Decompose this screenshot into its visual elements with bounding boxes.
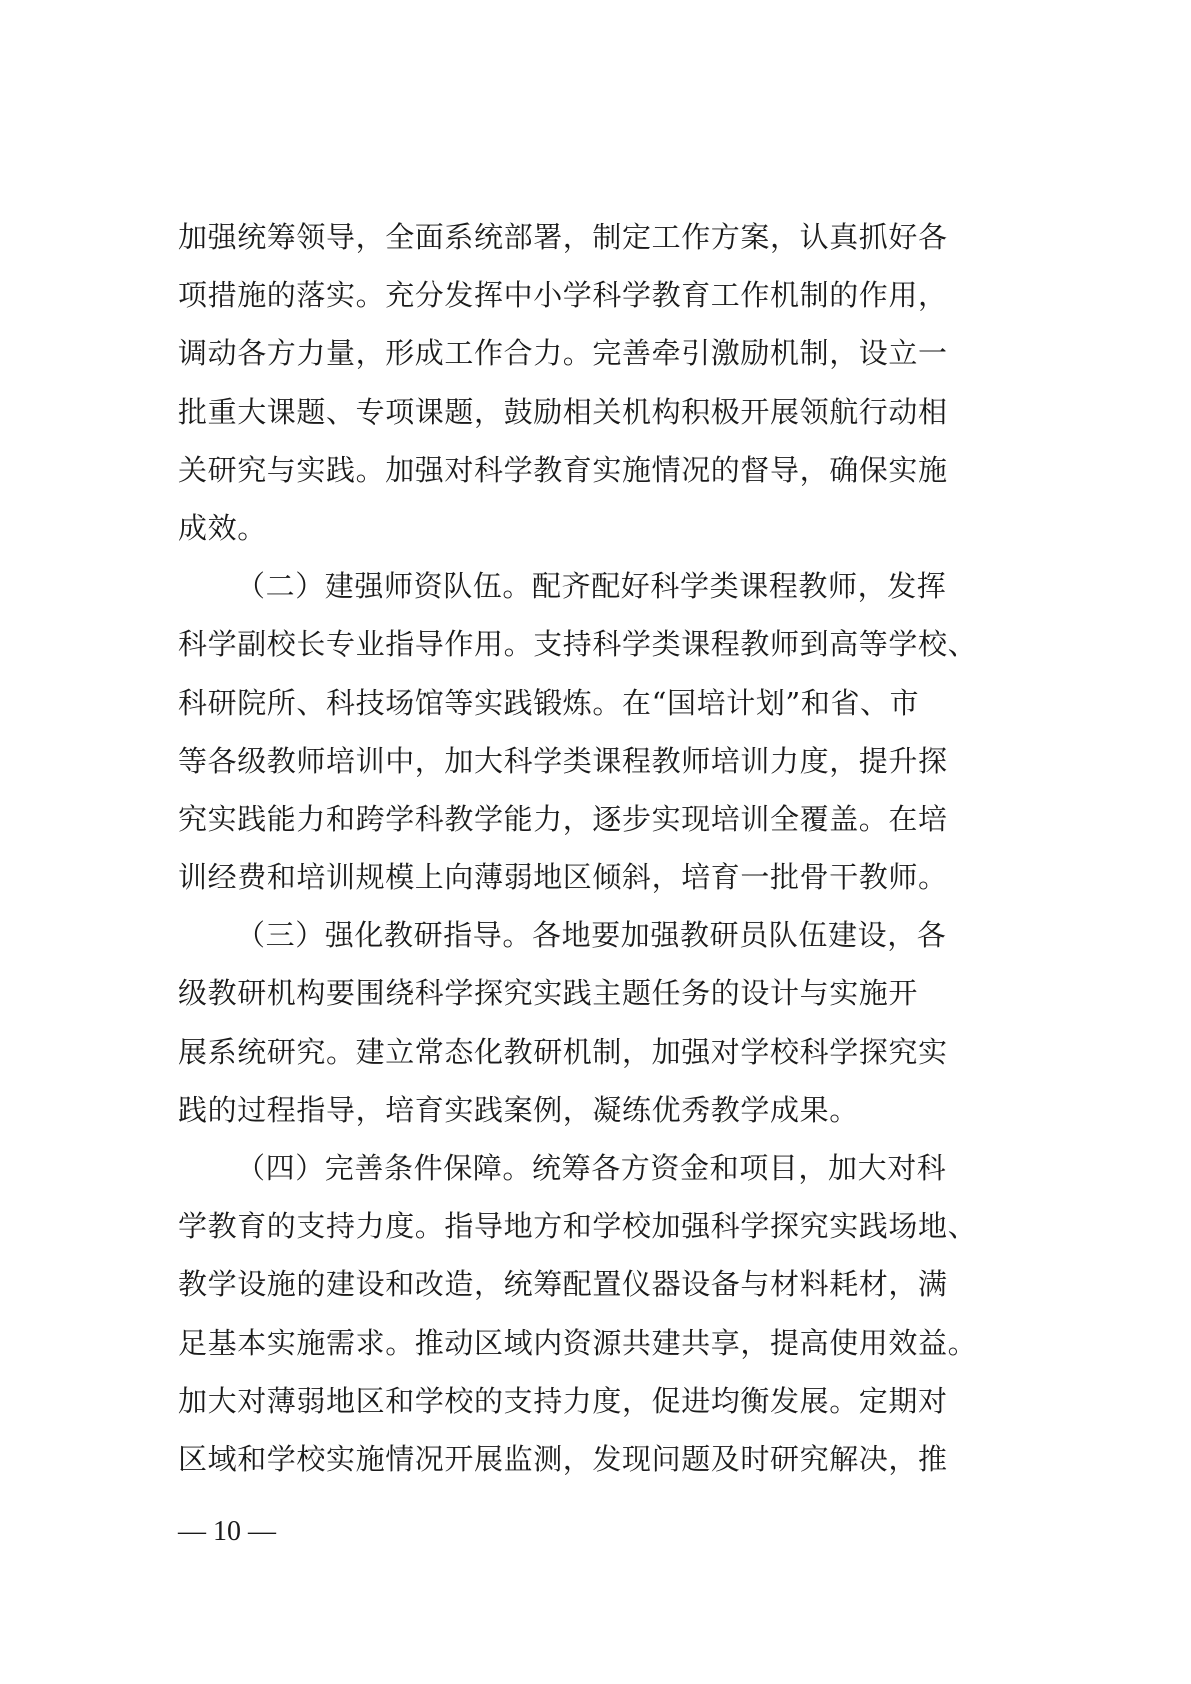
text-line: 加强统筹领导，全面系统部署，制定工作方案，认真抓好各 [178, 220, 948, 254]
text-line: （三）强化教研指导。各地要加强教研员队伍建设，各 [236, 918, 947, 953]
text-line: 调动各方力量，形成工作合力。完善牵引激励机制，设立一 [178, 336, 948, 371]
text-line: （二）建强师资队伍。配齐配好科学类课程教师，发挥 [236, 569, 947, 604]
text-line: 区域和学校实施情况开展监测，发现问题及时研究解决，推 [178, 1441, 948, 1476]
text-line: 等各级教师培训中，加大科学类课程教师培训力度，提升探 [178, 743, 948, 778]
text-line: 践的过程指导，培育实践案例，凝练优秀教学成果。 [178, 1092, 859, 1127]
text-line: 科研院所、科技场馆等实践锻炼。在“国培计划”和省、市 [178, 685, 920, 720]
text-line: 训经费和培训规模上向薄弱地区倾斜，培育一批骨干教师。 [178, 860, 948, 895]
text-line: 级教研机构要围绕科学探究实践主题任务的设计与实施开 [178, 976, 919, 1011]
text-line: 展系统研究。建立常态化教研机制，加强对学校科学探究实 [178, 1034, 948, 1069]
text-line: （四）完善条件保障。统筹各方资金和项目，加大对科 [236, 1151, 947, 1185]
text-line: 成效。 [178, 510, 267, 545]
text-line: 关研究与实践。加强对科学教育实施情况的督导，确保实施 [178, 452, 948, 487]
text-line: 教学设施的建设和改造，统筹配置仪器设备与材料耗材，满 [178, 1267, 948, 1302]
text-line: 科学副校长专业指导作用。支持科学类课程教师到高等学校、 [178, 627, 978, 662]
text-line: 批重大课题、专项课题，鼓励相关机构积极开展领航行动相 [178, 394, 948, 429]
text-line: 究实践能力和跨学科教学能力，逐步实现培训全覆盖。在培 [178, 801, 948, 836]
text-line: 学教育的支持力度。指导地方和学校加强科学探究实践场地、 [178, 1209, 978, 1244]
body-text [178, 208, 1018, 1488]
text-line: 足基本实施需求。推动区域内资源共建共享，提高使用效益。 [178, 1325, 978, 1360]
page-number: — 10 — [178, 1516, 276, 1547]
text-line: 加大对薄弱地区和学校的支持力度，促进均衡发展。定期对 [178, 1383, 948, 1418]
text-line: 项措施的落实。充分发挥中小学科学教育工作机制的作用， [178, 278, 948, 313]
